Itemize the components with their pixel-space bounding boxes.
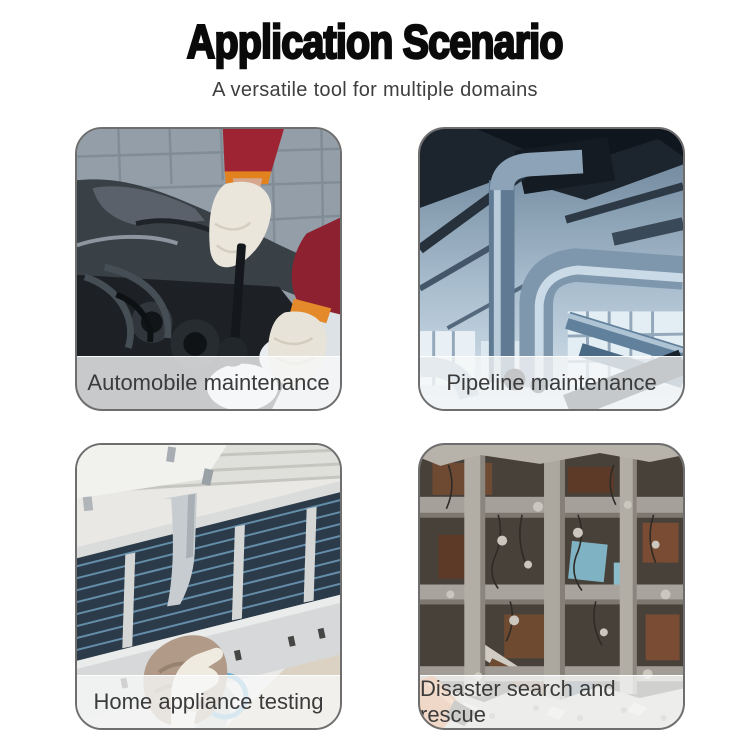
page-subtitle: A versatile tool for multiple domains xyxy=(212,79,538,101)
page-title xyxy=(0,14,750,69)
caption-pipeline-maintenance: Pipeline maintenance xyxy=(420,356,683,409)
scenario-card-automobile xyxy=(75,127,342,411)
caption-automobile-maintenance: Automobile maintenance xyxy=(77,356,340,409)
scenario-card-pipeline xyxy=(418,127,685,411)
scenario-card-disaster xyxy=(418,443,685,730)
scenario-card-appliance xyxy=(75,443,342,730)
caption-home-appliance-testing: Home appliance testing xyxy=(77,675,340,728)
caption-disaster-search-rescue: Disaster search and rescue xyxy=(420,675,683,728)
page-title-text: Application Scenario xyxy=(187,15,563,68)
